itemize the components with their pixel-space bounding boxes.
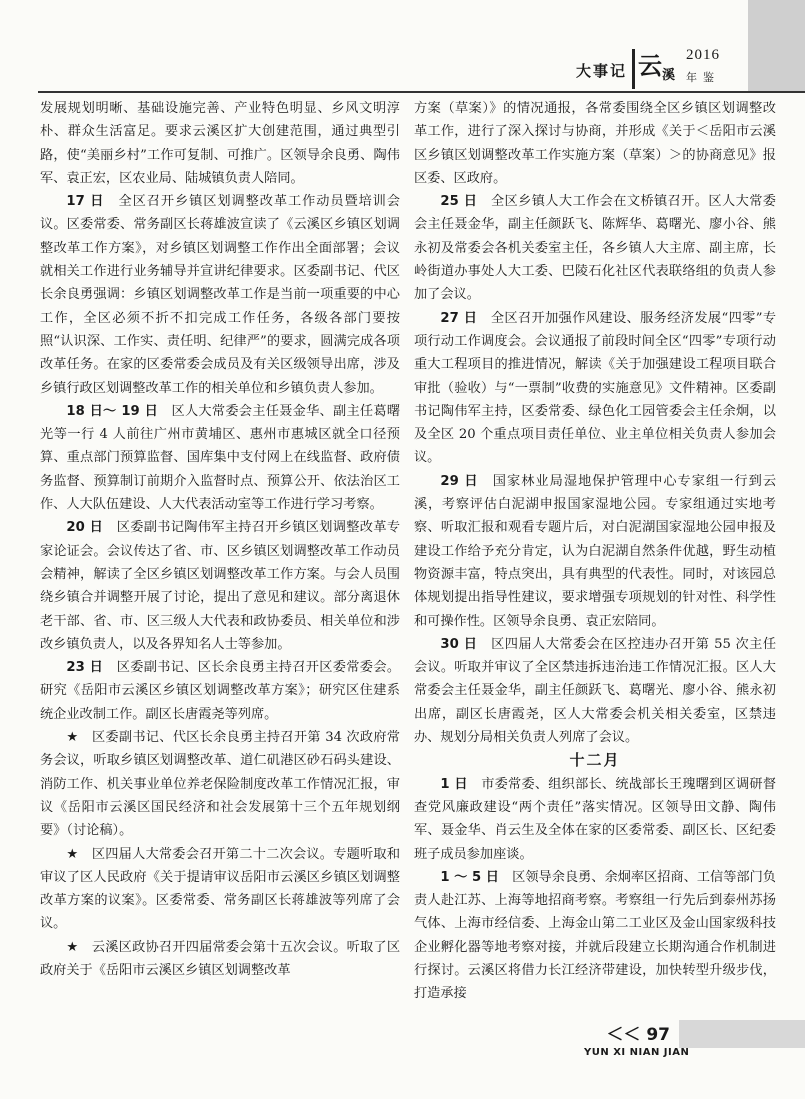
right-column	[414, 97, 776, 1006]
page-number	[560, 1020, 670, 1045]
entry-text: 全区召开乡镇区划调整改革工作动员暨培训会议。区委常委、常务副区长蒋雄波宣读了《云溪区乡镇区划调整改革工作方案》，对乡镇区划调整工作作出全面部署；会议就相关工作进行业务辅导并宣讲纪律要求。区委副书记、代区长余良勇强调：乡镇区划调整改革工作是当前一项重要的中心工作，全区必须不折不扣完成工作任务，各级各部门要按照“认识深、工作实、责任明、纪律严”的要求，圆满完成各项改革任务。在家的区委常委会成员及有关区级领导出席，涉及乡镇行政区划调整改革工作的相关单位和乡镇负责人参加。	[40, 194, 400, 396]
entry-text: 区人大常委会主任聂金华、副主任葛曙光等一行 4 人前往广州市黄埔区、惠州市惠城区就全口径预算、重点部门预算监督、国库集中支付网上在线监督、政府债务监督、预算制订前期介入监督时点、预算公开、依法治区工作、人大队伍建设、人大代表活动室等工作进行学习考察。	[40, 403, 401, 513]
entry-paragraph	[40, 656, 400, 726]
entry-date: 18 日～ 19 日	[66, 403, 159, 419]
star-icon: ★	[66, 730, 79, 746]
entry-paragraph	[40, 400, 400, 516]
entry-paragraph	[414, 773, 776, 866]
entry-text: 方案（草案）》的情况通报，各常委围绕全区乡镇区划调整改革工作，进行了深入探讨与协商，并形成《关于＜岳阳市云溪区乡镇区划调整改革工作实施方案（草案）＞的协商意见》报区委、区政府。	[414, 101, 776, 186]
section-title: 大事记	[576, 62, 628, 80]
entry-text: 国家林业局湿地保护管理中心专家组一行到云溪，考察评估白泥湖申报国家湿地公园。专家组通过实地考察、听取汇报和观看专题片后，对白泥湖国家湿地公园申报及建设工作给予充分肯定，认为白泥湖自然条件优越，野生动植物资源丰富，特点突出，具有典型的代表性。同时，对该园总体规划提出指导性建议，要求增强专项规划的针对性、科学性和可操作性。区领导余良勇、袁正宏陪同。	[414, 473, 777, 629]
entry-date: 20 日	[66, 520, 104, 536]
entry-date: 17 日	[66, 194, 105, 210]
brand-char-xi: 溪	[662, 68, 676, 83]
page-header	[0, 0, 805, 96]
entry-text: 全区召开加强作风建设、服务经济发展“四零”专项行动工作调度会。会议通报了前段时间全区“四零”专项行动重大工程项目的推进情况，解读《关于加强建设工程项目联合审批（验收）与“一票制”收费的实施意见》文件精神。区委副书记陶伟军主持，区委常委、绿色化工园管委会主任余炯，以及全区 20 个重点项目责任单位、业主单位相关负责人参加会议。	[414, 310, 777, 466]
header-rule	[38, 91, 805, 93]
header-subtitle: 年鉴	[686, 71, 720, 84]
entry-date: 29 日	[440, 473, 479, 489]
entry-text: 市委常委、组织部长、统战部长王瑰曙到区调研督查党风廉政建设“两个责任”落实情况。区领导田文静、陶伟军、聂金华、肖云生及全体在家的区委常委、副区长、区纪委班子成员参加座谈。	[414, 776, 777, 862]
entry-text: 区四届人大常委会在区控违办召开第 55 次主任会议。听取并审议了全区禁违拆违治违工作情况汇报。区人大常委会主任聂金华，副主任颜跃飞、葛曙光、廖小谷、熊永初出席，副区长唐霞尧，区人大常委会机关相关委室，区禁违办、规划分局相关负责人列席了会议。	[414, 636, 777, 746]
entry-paragraph	[40, 726, 400, 842]
page-number-value: 97	[646, 1025, 670, 1045]
entry-text: 区四届人大常委会召开第二十二次会议。专题听取和审议了区人民政府《关于提请审议岳阳市云溪区乡镇区划调整改革方案的议案》。区委常委、常务副区长蒋雄波等列席了会议。	[40, 846, 401, 932]
page-marker: ＜＜	[606, 1025, 641, 1045]
entry-date: 25 日	[440, 194, 478, 210]
header-year: 2016	[686, 47, 720, 63]
entry-paragraph	[414, 97, 776, 190]
entry-paragraph	[40, 190, 400, 400]
entry-text: 发展规划明晰、基础设施完善、产业特色明显、乡风文明淳朴、群众生活富足。要求云溪区扩大创建范围，通过典型引路，使“美丽乡村”工作可复制、可推广。区领导余良勇、陶伟军、袁正宏，区农业局、陆城镇负责人陪同。	[40, 101, 400, 186]
star-icon: ★	[66, 846, 79, 862]
entry-text: 区委副书记陶伟军主持召开乡镇区划调整改革专家论证会。会议传达了省、市、区乡镇区划调整改革工作动员会精神，解读了全区乡镇区划调整改革工作方案。与会人员围绕乡镇合并调整开展了讨论，提出了意见和建议。部分离退休老干部、省、市、区三级人大代表和政协委员、相关单位和涉改乡镇负责人，以及各界知名人士等参加。	[40, 520, 401, 652]
entry-paragraph	[414, 470, 776, 633]
entry-date: 1 ～ 5 日	[440, 869, 499, 885]
entry-paragraph	[414, 633, 776, 749]
entry-paragraph	[40, 936, 400, 983]
footer-label: YUN XI NIAN JIAN	[584, 1047, 690, 1058]
entry-text: 区委副书记、区长余良勇主持召开区委常委会。研究《岳阳市云溪区乡镇区划调整改革方案》；研究区住建系统企业改制工作。副区长唐霞尧等列席。	[40, 660, 401, 722]
header-divider	[632, 49, 635, 89]
brand-char-yun: 云	[638, 52, 662, 80]
entry-paragraph	[40, 97, 400, 190]
left-column	[40, 97, 400, 982]
entry-text: 云溪区政协召开四届常委会第十五次会议。听取了区政府关于《岳阳市云溪区乡镇区划调整改革	[40, 939, 401, 978]
page-footer	[560, 1020, 805, 1080]
entry-date: 27 日	[440, 310, 478, 326]
entry-date: 1 日	[440, 776, 468, 792]
footer-decor-block	[679, 1020, 805, 1048]
entry-paragraph	[414, 190, 776, 306]
month-heading: 十二月	[569, 751, 621, 770]
entry-text: 区委副书记、代区长余良勇主持召开第 34 次政府常务会议，听取乡镇区划调整改革、道仁矶港区砂石码头建设、消防工作、机关事业单位养老保险制度改革工作情况汇报，审议《岳阳市云溪区国民经济和社会发展第十三个五年规划纲要》（讨论稿）。	[40, 730, 400, 839]
entry-date: 23 日	[66, 660, 104, 676]
entry-paragraph	[40, 516, 400, 656]
entry-date: 30 日	[440, 636, 478, 652]
entry-paragraph	[40, 843, 400, 936]
entry-text: 区领导余良勇、余炯率区招商、工信等部门负责人赴江苏、上海等地招商考察。考察组一行先后到泰州苏扬气体、上海市经信委、上海金山第二工业区及金山国家级科技企业孵化器等地考察对接，并就后段建立长期沟通合作机制进行探讨。云溪区将借力长江经济带建设，加快转型升级步伐，打造承接	[414, 869, 776, 1002]
entry-text: 全区乡镇人大工作会在文桥镇召开。区人大常委会主任聂金华，副主任颜跃飞、陈辉华、葛曙光、廖小谷、熊永初及常委会各机关委室主任，各乡镇人大主席、副主席，长岭街道办事处人大工委、巴陵石化社区代表联络组的负责人参加了会议。	[414, 194, 776, 303]
entry-paragraph	[414, 307, 776, 470]
entry-paragraph	[414, 866, 776, 1006]
header-decor-block	[748, 0, 805, 93]
star-icon: ★	[66, 939, 79, 955]
